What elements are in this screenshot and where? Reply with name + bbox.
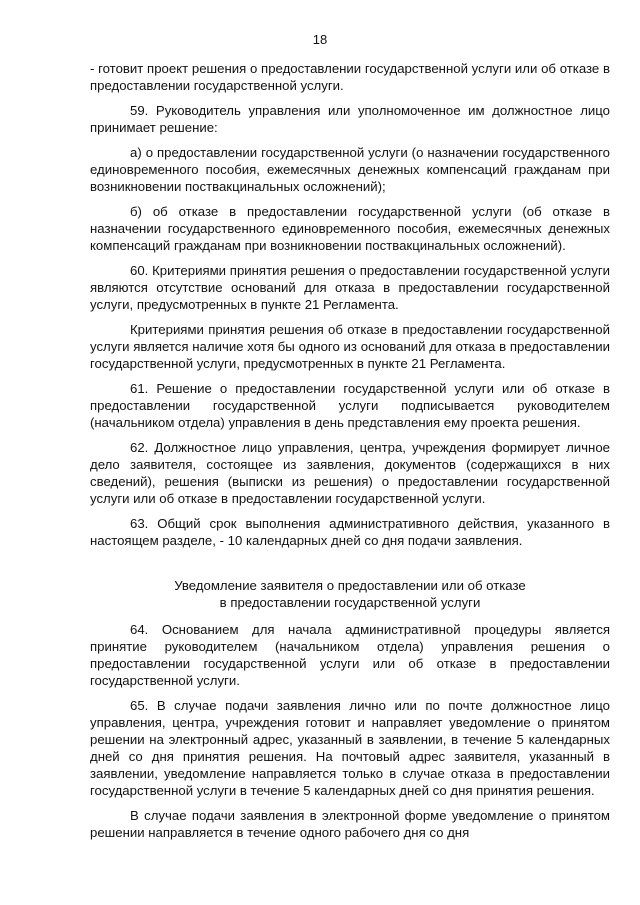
section-heading — [90, 577, 610, 611]
page-content — [90, 60, 610, 849]
paragraph-61: 61. Решение о предоставлении государственной услуги или об отказе в предоставлении государственной услуги подписывается руководителем (начальником отдела) управления в день представления ему проекта решения. — [90, 381, 610, 430]
paragraph-64: 64. Основанием для начала административной процедуры является принятие руководителем (начальником отдела) управления решения о предоставлении государственной услуги или об отказе в предоставлении государственной услуги. — [90, 622, 610, 688]
paragraph-60-criteria: Критериями принятия решения об отказе в предоставлении государственной услуги является наличие хотя бы одного из оснований для отказа в предоставлении государственной услуги, предусмотренных в пункте 21 Регламента. — [90, 322, 610, 371]
page-number: 18 — [312, 32, 328, 47]
paragraph-62: 62. Должностное лицо управления, центра, учреждения формирует личное дело заявителя, состоящее из заявления, документов (содержащихся в них сведений), решения (выписки из решения) о предоставлении государственной услуги или об отказе в предоставлении государственной услуги. — [90, 440, 610, 506]
section-heading-line-1: Уведомление заявителя о предоставлении или об отказе — [174, 578, 526, 593]
paragraph-60: 60. Критериями принятия решения о предоставлении государственной услуги являются отсутствие оснований для отказа в предоставлении государственной услуги, предусмотренных в пункте 21 Регламента. — [90, 263, 610, 312]
section-heading-line-2: в предоставлении государственной услуги — [219, 595, 481, 610]
paragraph-electronic-form: В случае подачи заявления в электронной форме уведомление о принятом решении направляется в течение одного рабочего дня со дня — [90, 808, 610, 840]
paragraph-65: 65. В случае подачи заявления лично или по почте должностное лицо управления, центра, учреждения готовит и направляет уведомление о принятом решении на электронный адрес, указанный в заявлении, в течение 5 календарных дней со дня принятия решения. На почтовый адрес заявителя, указанный в заявлении, уведомление направляется только в случае отказа в предоставлении государственной услуги в течение 5 календарных дней со дня принятия решения. — [90, 698, 610, 798]
paragraph-59a: а) о предоставлении государственной услуги (о назначении государственного единовременного пособия, ежемесячных денежных компенсаций гражданам при возникновении поствакцинальных осложнений); — [90, 145, 610, 194]
paragraph-59: 59. Руководитель управления или уполномоченное им должностное лицо принимает решение: — [90, 103, 610, 135]
paragraph-63: 63. Общий срок выполнения административного действия, указанного в настоящем разделе, - 10 календарных дней со дня подачи заявления. — [90, 516, 610, 548]
paragraph-prepare-draft: - готовит проект решения о предоставлении государственной услуги или об отказе в предоставлении государственной услуги. — [90, 61, 610, 93]
paragraph-59b: б) об отказе в предоставлении государственной услуги (об отказе в назначении государственного единовременного пособия, ежемесячных денежных компенсаций гражданам при возникновении поствакцинальных осложнений). — [90, 204, 610, 253]
